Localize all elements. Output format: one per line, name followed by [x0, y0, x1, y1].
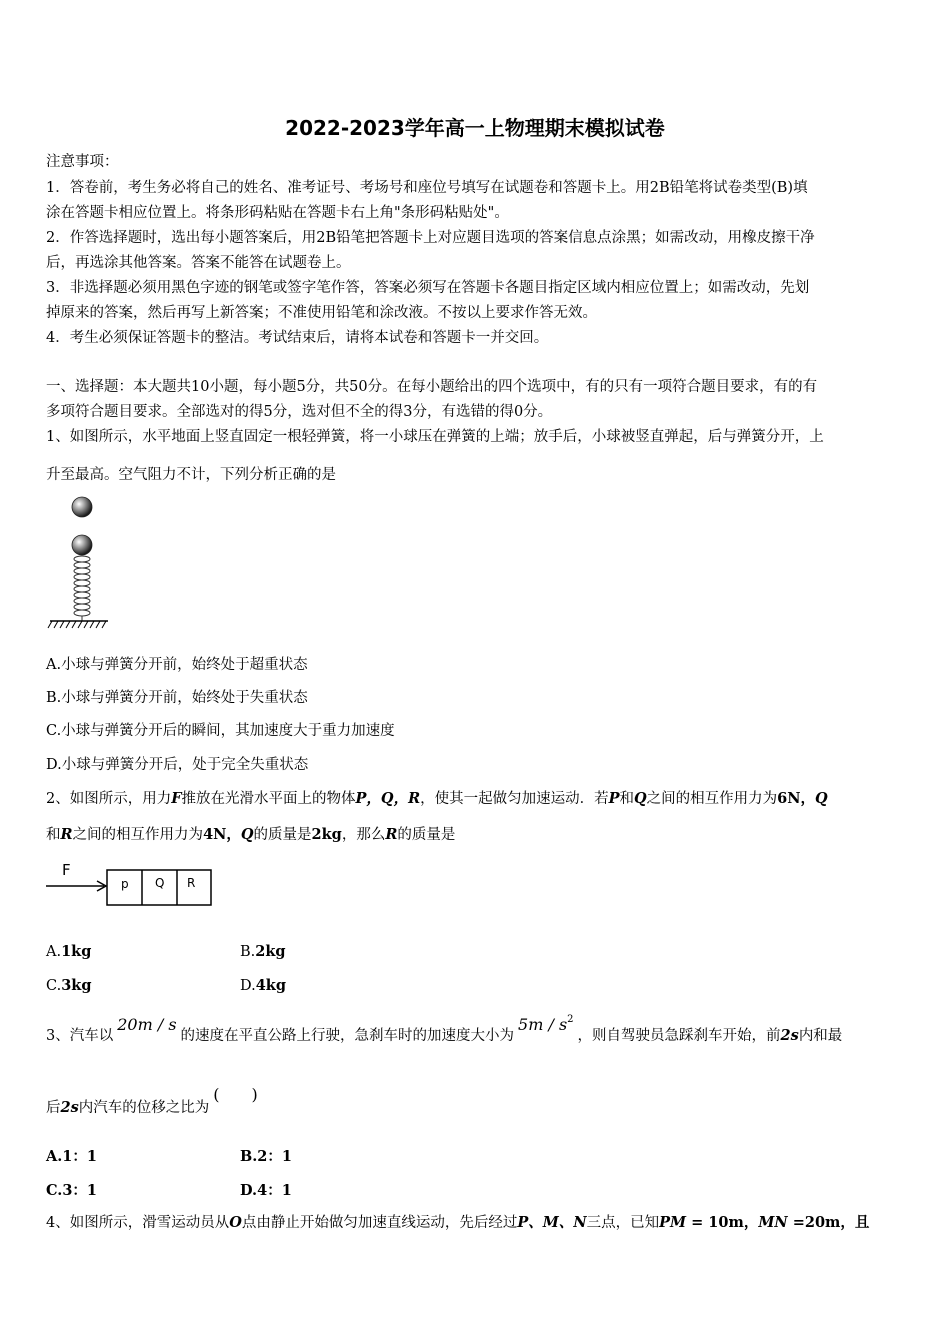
notice-item-2-line-2: 后，再选涂其他答案。答案不能答在试题卷上。	[46, 255, 351, 271]
notice-heading: 注意事项：	[46, 154, 119, 170]
ball-top-icon	[72, 497, 92, 517]
q2-option-c: C.3kg	[46, 977, 92, 994]
q2-blocks-figure	[44, 858, 219, 910]
notice-item-3-line-2: 掉原来的答案，然后再写上新答案；不准使用铅笔和涂改液。不按以上要求作答无效。	[46, 305, 597, 321]
notice-item-3-line-1: 3．非选择题必须用黑色字迹的钢笔或签字笔作答，答案必须写在答题卡各题目指定区域内相应位置上；如需改动，先划	[46, 280, 810, 296]
q1-option-a: A.小球与弹簧分开前，始终处于超重状态	[46, 657, 308, 673]
q3-option-b: B.2：1	[240, 1148, 292, 1165]
q4-stem-line-1: 4、如图所示，滑雪运动员从O点由静止开始做匀加速直线运动，先后经过P、M、N三点，已知PM = 10m，MN =20m，且	[46, 1214, 870, 1231]
q3-option-d: D.4：1	[240, 1182, 292, 1199]
notice-item-1-line-2: 涂在答题卡相应位置上。将条形码粘贴在答题卡右上角"条形码粘贴处"。	[46, 205, 509, 221]
block-p-label: p	[121, 877, 129, 891]
block-q-label: Q	[155, 876, 165, 890]
q1-option-d: D.小球与弹簧分开后，处于完全失重状态	[46, 757, 309, 773]
q3-stem-line-2: 后2s内汽车的位移之比为( )	[46, 1085, 258, 1116]
spring-icon	[74, 556, 90, 621]
section-1-line-2: 多项符合题目要求。全部选对的得5分，选对但不全的得3分，有选错的得0分。	[46, 404, 553, 420]
block-r-label: R	[187, 876, 196, 890]
notice-item-4: 4．考生必须保证答题卡的整洁。考试结束后，请将本试卷和答题卡一并交回。	[46, 330, 549, 346]
page-title: 2022-2023学年高一上物理期末模拟试卷	[285, 116, 665, 140]
q2-option-d: D.4kg	[240, 977, 286, 994]
ball-on-spring-icon	[72, 535, 92, 555]
section-1-line-1: 一、选择题：本大题共10小题，每小题5分，共50分。在每小题给出的四个选项中，有的只有一项符合题目要求，有的有	[46, 379, 818, 395]
q2-stem-line-1: 2、如图所示，用力F推放在光滑水平面上的物体P，Q，R，使其一起做匀加速运动．若P和Q之间的相互作用力为6N，Q	[46, 790, 828, 807]
notice-item-1-line-1: 1．答卷前，考生务必将自己的姓名、准考证号、考场号和座位号填写在试题卷和答题卡上。用2B铅笔将试卷类型(B)填	[46, 180, 808, 196]
force-label: F	[62, 861, 71, 879]
q2-option-a: A.1kg	[46, 943, 92, 960]
q2-option-b: B.2kg	[240, 943, 286, 960]
q1-spring-figure	[44, 494, 114, 634]
q1-stem-line-2: 升至最高。空气阻力不计，下列分析正确的是	[46, 467, 336, 483]
q2-stem-line-2: 和R之间的相互作用力为4N，Q的质量是2kg，那么R的质量是	[46, 826, 456, 843]
ground-hatch-icon	[48, 621, 108, 628]
notice-item-2-line-1: 2．作答选择题时，选出每小题答案后，用2B铅笔把答题卡上对应题目选项的答案信息点涂黑；如需改动，用橡皮擦干净	[46, 230, 815, 246]
q1-option-b: B.小球与弹簧分开前，始终处于失重状态	[46, 690, 308, 706]
q3-option-c: C.3：1	[46, 1182, 98, 1199]
q1-stem-line-1: 1、如图所示，水平地面上竖直固定一根轻弹簧，将一小球压在弹簧的上端；放手后，小球被竖直弹起，后与弹簧分开，上	[46, 429, 824, 445]
q3-stem-line-1: 3、汽车以20m / s的速度在平直公路上行驶，急刹车时的加速度大小为$5m / s^2$，则自驾驶员急踩刹车开始，前2s内和最	[46, 1014, 843, 1044]
q1-option-c: C.小球与弹簧分开后的瞬间，其加速度大于重力加速度	[46, 723, 395, 739]
q3-option-a: A.1：1	[46, 1148, 97, 1165]
